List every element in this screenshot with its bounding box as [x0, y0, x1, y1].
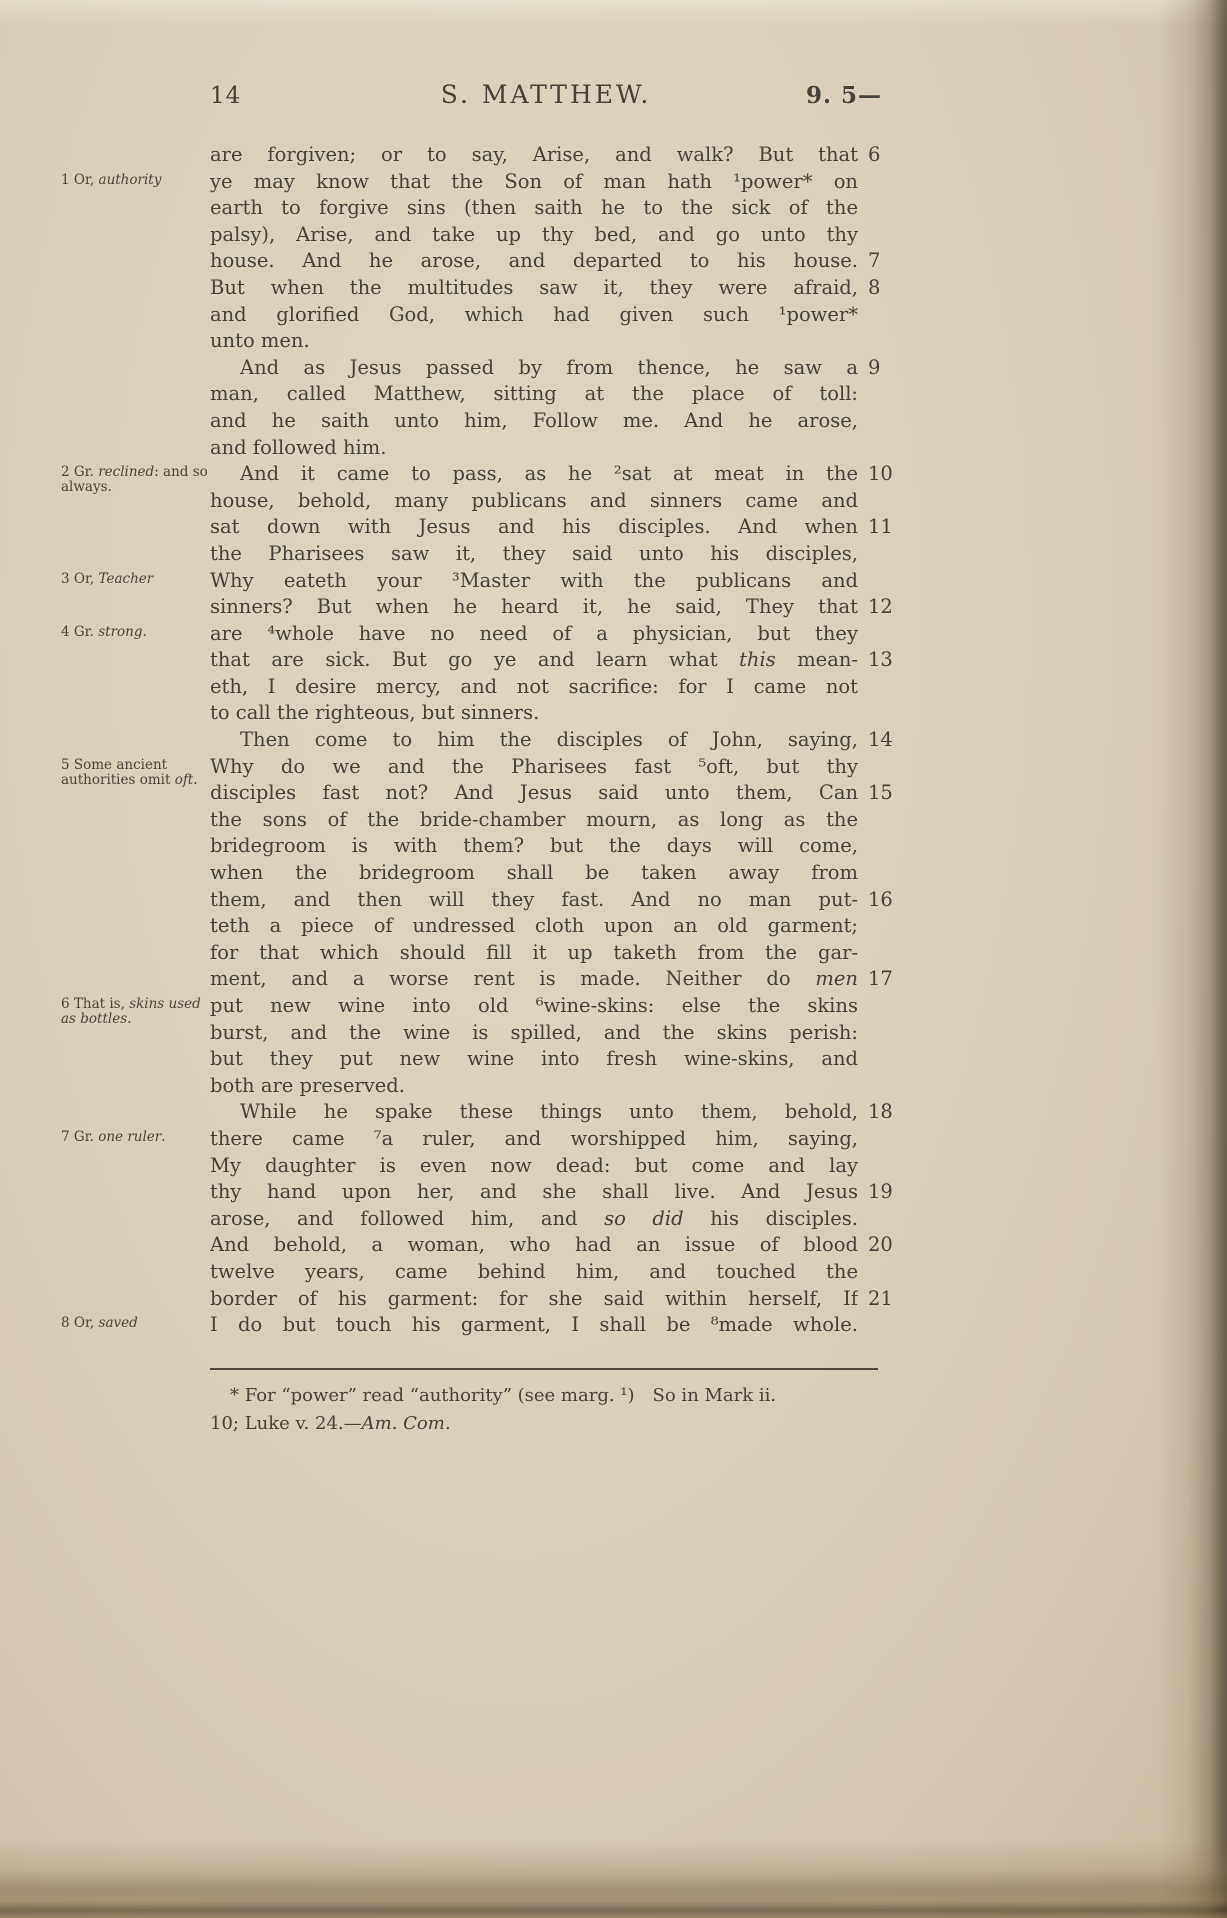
margin-note	[55, 1073, 210, 1100]
verse-text: earth to forgive sins (then saith he to the sick of the	[210, 196, 858, 220]
text-line	[55, 514, 905, 541]
margin-note	[55, 940, 210, 967]
text-line	[55, 700, 905, 727]
verse-text: ye may know that the Son of man hath ¹power* on	[210, 169, 858, 193]
text-line	[55, 328, 905, 355]
margin-note-text: 8 Or, saved	[61, 1315, 138, 1332]
page-header	[210, 80, 882, 109]
margin-note-text: 7 Gr. one ruler.	[61, 1128, 166, 1145]
text-line	[55, 222, 905, 249]
text-line	[55, 807, 905, 834]
margin-note	[55, 1206, 210, 1233]
margin-note	[55, 700, 210, 727]
margin-note	[55, 1286, 210, 1313]
margin-note	[55, 833, 210, 860]
text-line	[55, 1020, 905, 1047]
text-line	[55, 1206, 905, 1233]
verse-number: 15	[868, 781, 893, 805]
verse-text: burst, and the wine is spilled, and the skins perish:	[210, 1020, 858, 1044]
verse-text: them, and then will they fast. And no man put-	[210, 887, 858, 911]
margin-note	[55, 860, 210, 887]
margin-note	[55, 195, 210, 222]
margin-note	[55, 275, 210, 302]
text-line	[55, 1099, 905, 1126]
page-edge-shadow-bottom	[0, 1840, 1227, 1918]
text-line	[55, 355, 905, 382]
text-line	[55, 887, 905, 914]
margin-note	[55, 461, 210, 496]
margin-note	[55, 302, 210, 329]
text-line	[55, 568, 905, 595]
chapter-verse-ref: 9. 5—	[805, 82, 882, 109]
margin-note	[55, 674, 210, 701]
text-line	[55, 860, 905, 887]
margin-note	[55, 647, 210, 674]
margin-note	[55, 966, 210, 993]
verse-text: But when the multitudes saw it, they were afraid,	[210, 275, 858, 299]
verse-text: While he spake these things unto them, behold,	[240, 1100, 858, 1124]
text-line	[55, 1153, 905, 1180]
verse-text: the sons of the bride-chamber mourn, as long as the	[210, 807, 858, 831]
text-line	[55, 966, 905, 993]
text-block	[55, 142, 905, 1339]
text-line	[55, 1312, 905, 1339]
text-line	[55, 940, 905, 967]
verse-text: sat down with Jesus and his disciples. And when	[210, 515, 858, 539]
text-line	[55, 1286, 905, 1313]
footnote-section	[210, 1368, 886, 1438]
text-line	[55, 461, 905, 496]
verse-text: unto men.	[210, 329, 310, 353]
text-line	[55, 381, 905, 408]
margin-note	[55, 488, 210, 515]
text-line	[55, 408, 905, 435]
verse-text: teth a piece of undressed cloth upon an old garment;	[210, 914, 858, 938]
verse-number: 19	[868, 1180, 893, 1204]
verse-text: put new wine into old ⁶wine-skins: else the skins	[210, 994, 858, 1017]
text-line	[55, 594, 905, 621]
verse-text: I do but touch his garment, I shall be ⁸made whole.	[210, 1313, 858, 1337]
verse-text: Why do we and the Pharisees fast ⁵oft, but thy	[210, 754, 858, 778]
verse-text: that are sick. But go ye and learn what this mean-	[210, 648, 858, 672]
verse-text: eth, I desire mercy, and not sacrifice: for I came not	[210, 674, 858, 698]
margin-note	[55, 142, 210, 169]
verse-number: 21	[868, 1286, 893, 1310]
margin-note	[55, 1153, 210, 1180]
margin-note	[55, 621, 210, 648]
margin-note	[55, 568, 210, 595]
verse-text: but they put new wine into fresh wine-skins, and	[210, 1047, 858, 1071]
margin-note-text: 4 Gr. strong.	[61, 623, 147, 640]
page-edge-highlight-top	[0, 0, 1227, 26]
margin-note	[55, 807, 210, 834]
margin-note	[55, 355, 210, 382]
verse-text: are forgiven; or to say, Arise, and walk? But that	[210, 143, 858, 166]
margin-note-text: 3 Or, Teacher	[61, 570, 154, 587]
verse-text: And behold, a woman, who had an issue of blood	[210, 1233, 858, 1257]
verse-text: the Pharisees saw it, they said unto his disciples,	[210, 541, 858, 565]
verse-text: man, called Matthew, sitting at the place of toll:	[210, 382, 858, 406]
text-line	[55, 248, 905, 275]
text-line	[55, 275, 905, 302]
text-line	[55, 435, 905, 462]
margin-note	[55, 1046, 210, 1073]
verse-text: And it came to pass, as he ²sat at meat in the	[240, 462, 858, 486]
verse-text: disciples fast not? And Jesus said unto them, Can	[210, 781, 858, 805]
margin-note	[55, 727, 210, 754]
verse-text: and followed him.	[210, 435, 387, 459]
text-line	[55, 913, 905, 940]
verse-number: 7	[868, 249, 881, 273]
margin-note	[55, 594, 210, 621]
footnote-divider	[210, 1368, 878, 1370]
page-number: 14	[210, 83, 242, 109]
margin-note	[55, 993, 210, 1027]
margin-note	[55, 754, 210, 788]
margin-note	[55, 887, 210, 914]
verse-number: 17	[868, 967, 893, 991]
margin-note	[55, 435, 210, 462]
text-line	[55, 754, 905, 788]
verse-text: and glorified God, which had given such ¹power*	[210, 302, 858, 326]
verse-text: house. And he arose, and departed to his house.	[210, 249, 858, 273]
margin-note	[55, 222, 210, 249]
margin-note	[55, 381, 210, 408]
text-line	[55, 1073, 905, 1100]
margin-note	[55, 1232, 210, 1259]
verse-text: house, behold, many publicans and sinners came and	[210, 488, 858, 512]
text-line	[55, 1232, 905, 1259]
verse-text: bridegroom is with them? but the days will come,	[210, 834, 858, 858]
verse-number: 9	[868, 355, 881, 379]
footnote-line-2: 10; Luke v. 24.—Am. Com.	[210, 1413, 451, 1434]
verse-number: 10	[868, 462, 893, 486]
margin-note	[55, 1099, 210, 1126]
margin-note	[55, 514, 210, 541]
text-line	[55, 1126, 905, 1153]
margin-note	[55, 328, 210, 355]
text-line	[55, 1179, 905, 1206]
verse-number: 6	[868, 143, 881, 166]
text-line	[55, 142, 905, 169]
verse-text: sinners? But when he heard it, he said, They that	[210, 595, 858, 619]
margin-note	[55, 1259, 210, 1286]
verse-text: twelve years, came behind him, and touched the	[210, 1259, 858, 1283]
margin-note	[55, 780, 210, 807]
verse-number: 11	[868, 515, 893, 539]
margin-note	[55, 541, 210, 568]
verse-text: Why eateth your ³Master with the publicans and	[210, 568, 858, 592]
verse-number: 18	[868, 1100, 893, 1124]
verse-number: 12	[868, 595, 893, 619]
text-line	[55, 647, 905, 674]
text-line	[55, 780, 905, 807]
text-line	[55, 1259, 905, 1286]
margin-note	[55, 169, 210, 196]
margin-note-text: 6 That is, skins used as bottles.	[61, 996, 201, 1027]
footnote-line-1: * For “power” read “authority” (see marg. ¹) So in Mark ii.	[230, 1385, 777, 1406]
verse-text: and he saith unto him, Follow me. And he arose,	[210, 408, 858, 432]
running-title: S. MATTHEW.	[440, 80, 652, 109]
margin-note-text: 1 Or, authority	[61, 171, 162, 188]
verse-text: to call the righteous, but sinners.	[210, 701, 540, 725]
verse-number: 16	[868, 887, 893, 911]
margin-note	[55, 1126, 210, 1153]
margin-note	[55, 248, 210, 275]
text-line	[55, 302, 905, 329]
text-line	[55, 195, 905, 222]
verse-text: palsy), Arise, and take up thy bed, and go unto thy	[210, 222, 858, 246]
verse-text: arose, and followed him, and so did his disciples.	[210, 1206, 858, 1230]
text-line	[55, 993, 905, 1027]
margin-note	[55, 408, 210, 435]
margin-note	[55, 1020, 210, 1047]
text-line	[55, 488, 905, 515]
text-line	[55, 833, 905, 860]
verse-text: ment, and a worse rent is made. Neither do men	[210, 967, 858, 991]
margin-note	[55, 913, 210, 940]
margin-note	[55, 1312, 210, 1339]
text-line	[55, 727, 905, 754]
margin-note	[55, 1179, 210, 1206]
verse-text: both are preserved.	[210, 1073, 405, 1097]
margin-note-text: 2 Gr. reclined: and so always.	[61, 464, 208, 496]
verse-text: when the bridegroom shall be taken away from	[210, 861, 858, 885]
verse-number: 13	[868, 648, 893, 672]
text-line	[55, 1046, 905, 1073]
verse-text: My daughter is even now dead: but come and lay	[210, 1153, 858, 1177]
text-line	[55, 621, 905, 648]
verse-text: for that which should fill it up taketh from the gar-	[210, 940, 858, 964]
verse-text: are ⁴whole have no need of a physician, but they	[210, 621, 858, 645]
verse-number: 14	[868, 728, 893, 752]
verse-text: And as Jesus passed by from thence, he saw a	[240, 355, 858, 379]
margin-note-text: 5 Some ancient authorities omit oft.	[61, 756, 198, 788]
text-line	[55, 541, 905, 568]
verse-text: thy hand upon her, and she shall live. And Jesus	[210, 1180, 858, 1204]
page-edge-shadow-right	[1157, 0, 1227, 1918]
verse-number: 8	[868, 275, 881, 299]
verse-number: 20	[868, 1233, 893, 1257]
verse-text: border of his garment: for she said within herself, If	[210, 1286, 858, 1310]
text-line	[55, 169, 905, 196]
verse-text: Then come to him the disciples of John, saying,	[240, 728, 858, 752]
text-line	[55, 674, 905, 701]
verse-text: there came ⁷a ruler, and worshipped him, saying,	[210, 1126, 858, 1150]
